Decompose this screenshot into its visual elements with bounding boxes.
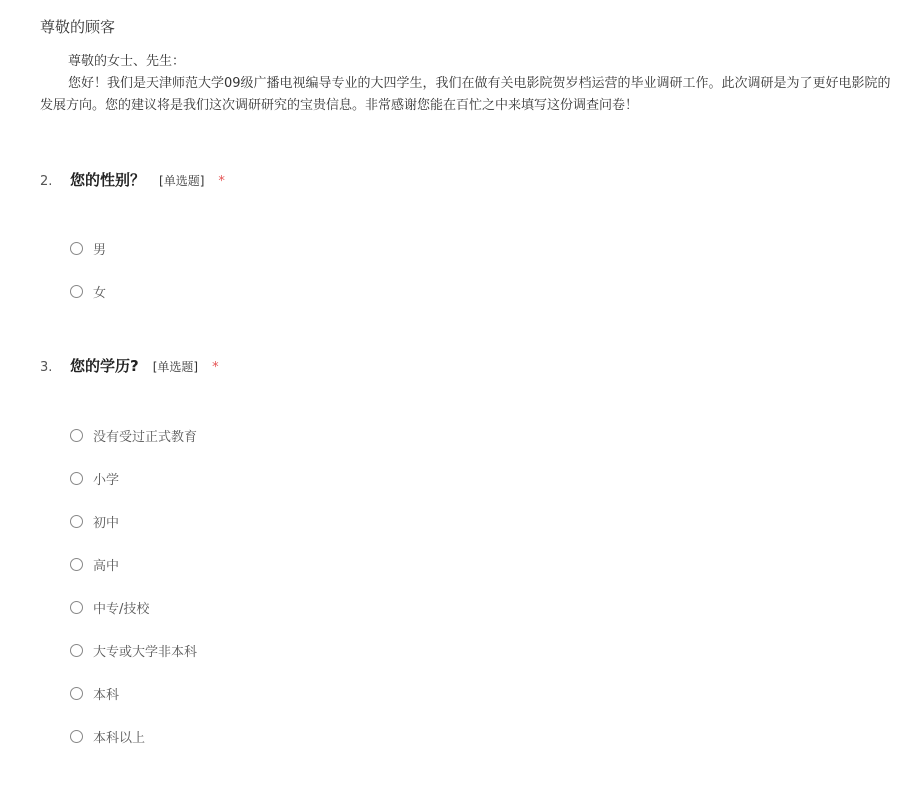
option-label: 大专或大学非本科 (93, 645, 198, 660)
intro-body: 您好！我们是天津师范大学09级广播电视编导专业的大四学生，我们在做有关电影院贺岁档运营的毕业调研工作。此次调研是为了更好电影院的发展方向。您的建议将是我们这次调研研究的宝贵信息。非常感谢您能在百忙之中来填写这份调查问卷！ (40, 76, 891, 113)
option-bachelor[interactable] (70, 672, 197, 715)
question-text: 您的学历? (70, 357, 139, 375)
question-number: 3. (40, 360, 53, 375)
radio-button[interactable] (70, 601, 83, 614)
survey-title: 尊敬的顾客 (40, 18, 116, 36)
option-label: 男 (93, 243, 107, 258)
option-vocational-school[interactable] (70, 586, 197, 629)
required-mark: * (218, 174, 225, 189)
question-text: 您的性别？ (70, 171, 146, 189)
option-no-formal-education[interactable] (70, 414, 197, 457)
radio-button[interactable] (70, 687, 83, 700)
radio-button[interactable] (70, 644, 83, 657)
question-education (40, 355, 880, 746)
question-type-label: [单选题] (152, 360, 199, 374)
option-label: 高中 (93, 559, 120, 574)
radio-button[interactable] (70, 472, 83, 485)
option-above-bachelor[interactable] (70, 715, 197, 758)
radio-button[interactable] (70, 242, 83, 255)
option-primary-school[interactable] (70, 457, 197, 500)
option-female[interactable] (70, 270, 106, 313)
required-mark: * (212, 360, 219, 375)
option-label: 女 (93, 286, 107, 301)
radio-button[interactable] (70, 429, 83, 442)
option-label: 没有受过正式教育 (93, 430, 198, 445)
question-type-label: [单选题] (159, 174, 205, 188)
radio-button[interactable] (70, 558, 83, 571)
option-junior-high[interactable] (70, 500, 197, 543)
intro-greeting: 尊敬的女士、先生： (68, 54, 186, 69)
radio-button[interactable] (70, 515, 83, 528)
question-header (40, 355, 880, 377)
option-college-non-bachelor[interactable] (70, 629, 197, 672)
option-label: 中专/技校 (93, 602, 150, 617)
radio-button[interactable] (70, 285, 83, 298)
question-number: 2. (40, 174, 53, 189)
radio-button[interactable] (70, 730, 83, 743)
option-label: 初中 (93, 516, 120, 531)
option-male[interactable] (70, 227, 106, 270)
survey-intro (40, 51, 900, 117)
option-list (70, 414, 197, 758)
question-gender (40, 169, 880, 301)
question-header (40, 169, 880, 191)
option-list (70, 227, 106, 313)
option-label: 小学 (93, 473, 120, 488)
option-senior-high[interactable] (70, 543, 197, 586)
option-label: 本科 (93, 688, 120, 703)
option-label: 本科以上 (93, 731, 146, 746)
